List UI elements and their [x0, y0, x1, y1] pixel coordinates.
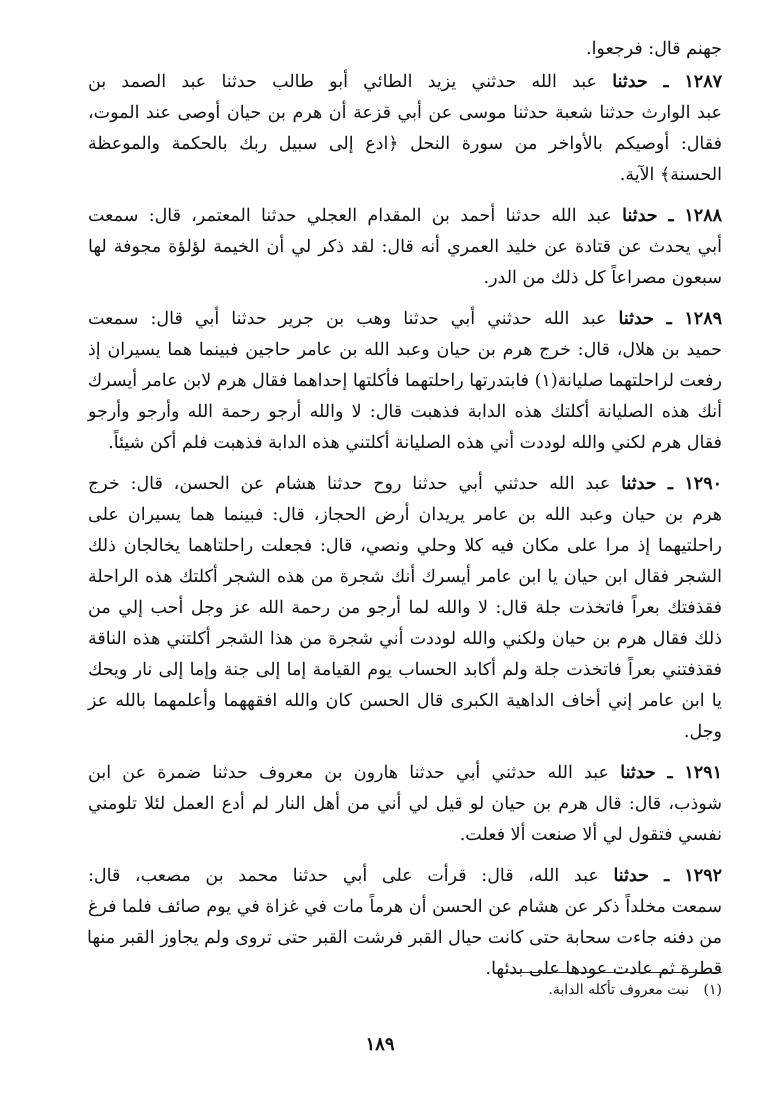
hadith-dash: ـ	[648, 866, 685, 886]
text-line	[88, 954, 722, 985]
text-line	[88, 67, 722, 98]
hadith-number: ١٢٨٩	[684, 309, 722, 329]
hadith-lead: حدثنا	[612, 72, 648, 92]
hadith-list	[88, 67, 722, 985]
text-line	[88, 758, 722, 789]
line-text: قطرة ثم عادت عودها على بدئها.	[485, 959, 722, 979]
line-text: أنك هذه الصليانة أكلتك هذه الدابة فذهبت قال: لا والله أرجو رحمة الله وأرجو وأرجو	[88, 402, 722, 422]
text-line	[88, 335, 722, 366]
text-line	[88, 892, 722, 923]
line-text: الشجر فقال ابن حيان يا ابن عامر أيسرك أنك شجرة من هذه الشجر أكلتك هذه الراحلة	[88, 567, 722, 587]
line-text: عبد الله حدثني يزيد الطائي أبو طالب حدثنا عبد الصمد بن	[88, 72, 598, 92]
text-line	[88, 160, 722, 191]
text-line	[88, 789, 722, 820]
line-text: فقذفتني بعراً فاتخذت جلة ولم أكابد الحساب يوم القيامة إما إلى جنة وإما إلى نار ويحك	[88, 660, 722, 680]
hadith-number: ١٢٨٨	[684, 206, 722, 226]
text-line	[88, 686, 722, 717]
line-text: من دفنه جاءت سحابة حتى كانت حيال القبر فرشت القبر حتى تروى ولم يجاوز القبر منها	[87, 928, 722, 948]
hadith-lead: حدثنا	[621, 474, 657, 494]
line-text: رفعت لراحلتهما صليانة(١) فابتدرتها راحلتهما فأكلتها إحداهما فقال هرم لابن عامر أيسرك	[87, 371, 722, 391]
line-text: ذلك فقال هرم بن حيان ولكني والله لوددت أني شجرة من هذا الشجر أكلتني هذه الناقة	[88, 629, 722, 649]
hadith-number: ١٢٩٢	[684, 866, 722, 886]
text-line	[88, 593, 722, 624]
hadith-dash: ـ	[657, 206, 685, 226]
text-line	[88, 366, 722, 397]
text-line	[88, 469, 722, 500]
footnote-divider	[506, 972, 722, 973]
text-line	[88, 562, 722, 593]
text-line	[88, 655, 722, 686]
hadith-lead: حدثنا	[613, 866, 649, 886]
line-text: عبد الله حدثنا أحمد بن المقدام العجلي حدثنا المعتمر، قال: سمعت	[88, 206, 612, 226]
hadith-dash: ـ	[654, 309, 685, 329]
text-line	[88, 500, 722, 531]
line-text: الحسنة﴾ الآية.	[619, 165, 722, 185]
text-line	[88, 717, 722, 748]
text-line	[88, 531, 722, 562]
hadith-lead: حدثنا	[620, 763, 656, 783]
text-line	[88, 98, 722, 129]
line-text: أبي يحدث عن قتادة عن خليد العمري أنه قال: لقد ذكر لي أن الخيمة لؤلؤة مجوفة لها	[88, 237, 722, 257]
text-line	[88, 624, 722, 655]
line-text: حميد بن هلال، قال: خرج هرم بن حيان وعبد الله بن عامر حاجين فبينما هما يسيران إذ	[88, 340, 722, 360]
text-line	[88, 820, 722, 851]
text-line	[88, 263, 722, 294]
line-text: عبد الله حدثني أبي حدثنا وهب بن جرير حدثنا أبي قال: سمعت	[88, 309, 607, 329]
hadith-dash: ـ	[655, 763, 685, 783]
hadith-paragraph	[88, 758, 722, 851]
footnote-mark: (١)	[703, 982, 722, 998]
line-text: فقال هرم لكني والله لوددت أني هذه الصليانة أكلتني هذه الدابة فذهبت فلم أكن شيئاً.	[108, 433, 722, 453]
line-text: وجل.	[683, 722, 722, 742]
hadith-number: ١٢٩٠	[684, 474, 722, 494]
hadith-paragraph	[88, 304, 722, 459]
hadith-paragraph	[88, 201, 722, 294]
continuation-line: جهنم قال: فرجعوا.	[586, 39, 722, 59]
line-text: عبد الله حدثني أبي حدثنا هارون بن معروف حدثنا ضمرة عن ابن	[88, 763, 609, 783]
hadith-number: ١٢٨٧	[684, 72, 722, 92]
line-text: عبد الوارث حدثنا شعبة حدثنا موسى عن أبي قزعة أن هرم بن حيان أوصى عند الموت،	[88, 103, 722, 123]
page-body	[88, 34, 722, 985]
hadith-paragraph	[88, 469, 722, 748]
text-line	[88, 232, 722, 263]
line-text: شوذب، قال: قال هرم بن حيان لو قيل لي أني من أهل النار لم أدع العمل لئلا تلومني	[88, 794, 722, 814]
line-text: هرم بن حيان وعبد الله بن عامر يريدان أرض الحجاز، قال: فبينما هما يسيران على	[88, 505, 722, 525]
text-line	[88, 428, 722, 459]
text-line	[88, 129, 722, 160]
hadith-paragraph	[88, 861, 722, 985]
text-line	[88, 923, 722, 954]
text-line	[88, 861, 722, 892]
footnote-text: نبت معروف تأكله الدابة.	[548, 982, 690, 998]
page-number: ١٨٩	[365, 1034, 395, 1055]
hadith-lead: حدثنا	[622, 206, 658, 226]
line-text: سبعون مصراعاً كل ذلك من الدر.	[483, 268, 722, 288]
line-text: فقذفتك بعراً فاتخذت جلة قال: لا والله لما أرجو من رحمة الله عز وجل أحب إلي من	[88, 598, 722, 618]
text-line	[88, 397, 722, 428]
text-line	[88, 304, 722, 335]
footnote	[548, 982, 722, 998]
line-text: فقال: أوصيكم بالأواخر من سورة النحل ﴿ادع إلى سبيل ربك بالحكمة والموعظة	[88, 134, 722, 154]
line-text: راحلتيهما إذ مرا على مكان فيه كلا وحلي ونصي، قال: فجعلت راحلتاهما يخالجان ذلك	[88, 536, 722, 556]
hadith-number: ١٢٩١	[684, 763, 722, 783]
line-text: عبد الله حدثني أبي حدثنا روح حدثنا هشام عن الحسن، قال: خرج	[88, 474, 611, 494]
line-text: عبد الله، قال: قرأت على أبي حدثنا محمد بن مصعب، قال:	[88, 866, 599, 886]
line-text: يا ابن عامر إني أخاف الداهية الكبرى قال الحسن كان والله افقههما وأعلمهما بالله عز	[88, 691, 722, 711]
line-text: سمعت مخلداً ذكر عن هشام عن الحسن أن هرماً مات في غزاة في يوم صائف فلما فرغ	[88, 897, 722, 917]
text-line	[88, 201, 722, 232]
hadith-lead: حدثنا	[618, 309, 655, 329]
hadith-dash: ـ	[656, 474, 685, 494]
hadith-dash: ـ	[647, 72, 685, 92]
line-text: نفسي فتقول لي ألا صنعت ألا فعلت.	[459, 825, 722, 845]
hadith-paragraph	[88, 67, 722, 191]
